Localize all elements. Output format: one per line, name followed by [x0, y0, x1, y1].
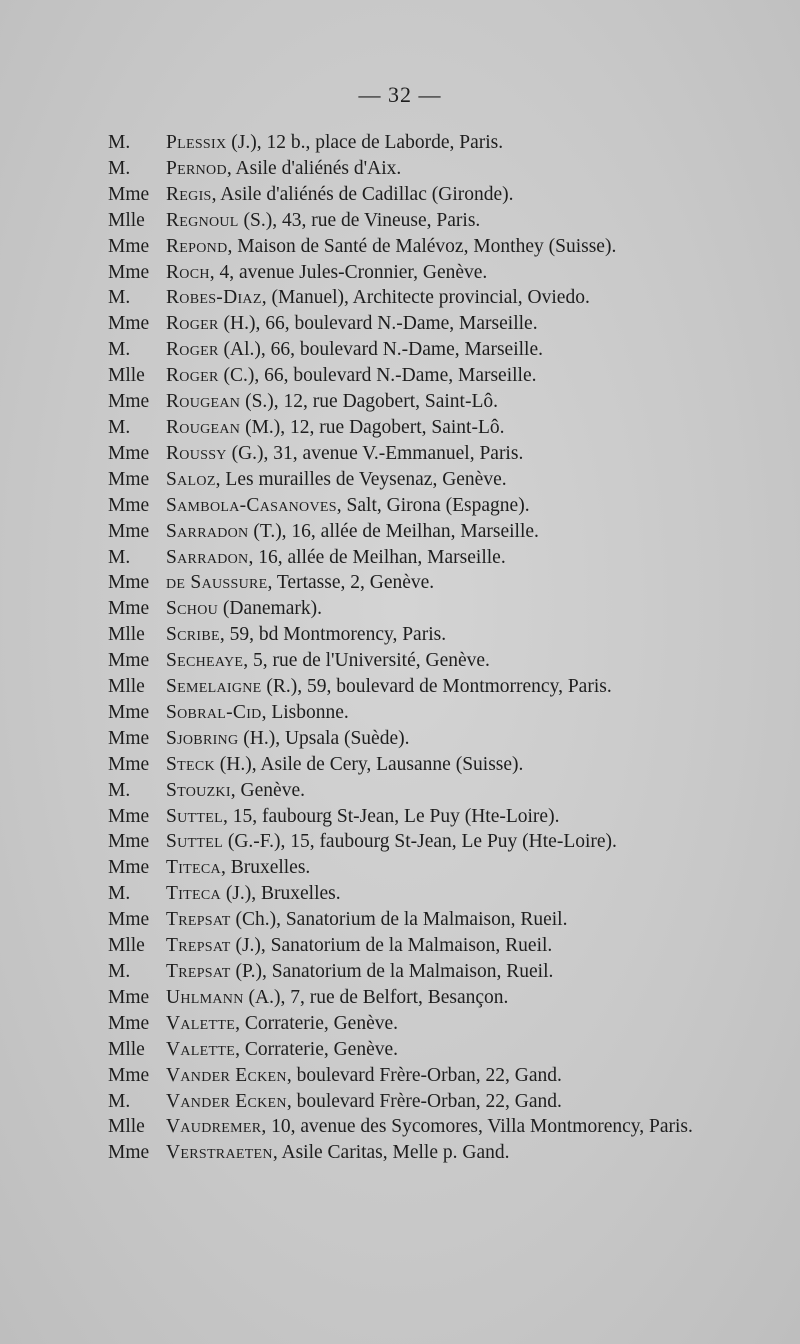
member-address: , (Manuel), Architecte provincial, Oviedo.: [261, 287, 590, 309]
page-number: — 32 —: [358, 82, 442, 107]
member-entry: [166, 985, 508, 1011]
member-address: , 5, rue de l'Université, Genève.: [243, 650, 490, 672]
list-item: [108, 285, 768, 311]
member-address: (J.), 12 b., place de Laborde, Paris.: [226, 132, 504, 153]
member-entry: [166, 441, 523, 467]
list-item: [108, 726, 768, 752]
member-title: Mme: [108, 701, 150, 723]
member-title: M.: [108, 883, 131, 905]
member-title: Mme: [108, 857, 150, 879]
member-title: Mme: [108, 650, 150, 672]
member-title: M.: [108, 779, 131, 801]
member-name: Semelaigne: [166, 676, 262, 698]
member-title: Mme: [108, 442, 150, 464]
member-entry: [166, 311, 538, 337]
member-entry: [166, 881, 341, 907]
member-name: Secheaye: [166, 650, 244, 672]
list-item: [108, 1063, 768, 1089]
member-address: (G.-F.), 15, faubourg St-Jean, Le Puy (Hte-Loire).: [222, 831, 617, 853]
list-item: [108, 1011, 768, 1037]
member-address: (G.), 31, avenue V.-Emmanuel, Paris.: [226, 442, 524, 464]
list-item: [108, 130, 768, 156]
member-name: Stouzki: [166, 779, 231, 801]
member-entry: [166, 1114, 693, 1140]
member-title: Mme: [108, 235, 150, 257]
member-entry: [166, 493, 530, 519]
member-address: (H.), Upsala (Suède).: [238, 727, 410, 749]
member-title: Mme: [108, 753, 150, 775]
member-title: Mlle: [108, 209, 145, 231]
member-name: Roch: [166, 261, 210, 283]
member-name: Valette: [166, 1038, 236, 1060]
member-title: Mme: [108, 183, 150, 205]
member-name: Verstraeten: [166, 1142, 273, 1164]
member-address: , boulevard Frère-Orban, 22, Gand.: [286, 1090, 562, 1112]
list-item: [108, 337, 768, 363]
member-name: de Saussure: [166, 572, 268, 594]
list-item: [108, 674, 768, 700]
member-entry: [166, 130, 503, 156]
member-entry: [166, 285, 590, 311]
member-entry: [166, 1011, 398, 1037]
member-entry: [166, 156, 401, 182]
member-entry: [166, 1089, 562, 1115]
member-title: M.: [108, 287, 131, 309]
member-entry: [166, 467, 507, 493]
member-address: (A.), 7, rue de Belfort, Besançon.: [243, 986, 509, 1008]
member-entry: [166, 700, 349, 726]
member-entry: [166, 415, 505, 441]
list-item: [108, 700, 768, 726]
list-item: [108, 1089, 768, 1115]
member-name: Sambola-Casanoves: [166, 494, 337, 516]
member-name: Regis: [166, 183, 212, 205]
member-name: Trepsat: [166, 961, 231, 982]
member-address: , boulevard Frère-Orban, 22, Gand.: [286, 1064, 562, 1086]
member-address: (H.), 66, boulevard N.-Dame, Marseille.: [218, 313, 538, 335]
member-title: Mlle: [108, 624, 145, 646]
list-item: [108, 493, 768, 519]
member-address: , 4, avenue Jules-Cronnier, Genève.: [209, 261, 488, 283]
member-title: M.: [108, 546, 131, 568]
member-name: Plessix: [166, 132, 227, 153]
member-name: Roger: [166, 313, 219, 335]
member-title: Mme: [108, 598, 150, 620]
member-entry: [166, 959, 553, 985]
member-entry: [166, 545, 506, 571]
member-title: Mme: [108, 572, 150, 594]
member-address: , Corraterie, Genève.: [235, 1038, 399, 1060]
list-item: [108, 804, 768, 830]
member-title: Mme: [108, 313, 150, 335]
list-item: [108, 1140, 768, 1166]
member-address: (J.), Bruxelles.: [220, 883, 341, 905]
member-name: Vander Ecken: [166, 1064, 287, 1086]
member-name: Titeca: [166, 857, 221, 879]
member-address: (Danemark).: [218, 598, 322, 620]
member-name: Trepsat: [166, 935, 231, 957]
member-title: Mme: [108, 909, 150, 931]
member-name: Repond: [166, 235, 228, 257]
list-item: [108, 1114, 768, 1140]
member-title: Mme: [108, 986, 150, 1008]
member-title: Mlle: [108, 935, 145, 957]
list-item: [108, 648, 768, 674]
member-name: Rougean: [166, 391, 241, 413]
member-title: Mme: [108, 805, 150, 827]
member-title: M.: [108, 1090, 131, 1112]
member-address: , Corraterie, Genève.: [235, 1012, 399, 1034]
member-address: , Bruxelles.: [220, 857, 311, 879]
member-title: Mme: [108, 261, 150, 283]
list-item: [108, 933, 768, 959]
member-name: Vaudremer: [166, 1116, 262, 1138]
member-address: , Les murailles de Veysenaz, Genève.: [215, 468, 507, 490]
member-address: (Al.), 66, boulevard N.-Dame, Marseille.: [218, 339, 543, 361]
member-name: Saloz: [166, 468, 216, 490]
member-entry: [166, 1037, 398, 1063]
member-address: (S.), 43, rue de Vineuse, Paris.: [238, 209, 481, 231]
member-name: Suttel: [166, 831, 223, 853]
member-title: Mme: [108, 468, 150, 490]
list-item: [108, 1037, 768, 1063]
list-item: [108, 985, 768, 1011]
member-entry: [166, 208, 480, 234]
member-name: Sobral-Cid: [166, 701, 262, 723]
member-address: , Tertasse, 2, Genève.: [267, 572, 435, 594]
member-address: , 16, allée de Meilhan, Marseille.: [248, 546, 506, 568]
member-name: Schou: [166, 598, 219, 620]
member-title: Mme: [108, 1142, 150, 1164]
list-item: [108, 441, 768, 467]
member-address: (J.), Sanatorium de la Malmaison, Rueil.: [230, 935, 553, 957]
list-item: [108, 959, 768, 985]
list-item: [108, 596, 768, 622]
member-name: Scribe: [166, 624, 220, 646]
member-address: (S.), 12, rue Dagobert, Saint-Lô.: [240, 391, 498, 413]
member-entry: [166, 1063, 562, 1089]
member-title: Mme: [108, 1012, 150, 1034]
member-name: Steck: [166, 753, 215, 775]
list-item: [108, 519, 768, 545]
list-item: [108, 156, 768, 182]
member-title: Mlle: [108, 1038, 145, 1060]
member-entry: [166, 337, 543, 363]
member-title: M.: [108, 339, 131, 361]
member-address: (C.), 66, boulevard N.-Dame, Marseille.: [218, 365, 537, 387]
list-item: [108, 311, 768, 337]
member-address: (M.), 12, rue Dagobert, Saint-Lô.: [240, 416, 505, 438]
member-list: [108, 130, 768, 1166]
member-address: , Lisbonne.: [261, 701, 349, 723]
list-item: [108, 881, 768, 907]
list-item: [108, 622, 768, 648]
member-name: Trepsat: [166, 909, 231, 931]
list-item: [108, 182, 768, 208]
member-entry: [166, 855, 310, 881]
list-item: [108, 467, 768, 493]
list-item: [108, 389, 768, 415]
member-entry: [166, 804, 559, 830]
member-entry: [166, 829, 617, 855]
member-name: Valette: [166, 1012, 236, 1034]
member-address: (P.), Sanatorium de la Malmaison, Rueil.: [230, 961, 554, 982]
member-name: Suttel: [166, 805, 223, 827]
member-name: Sarradon: [166, 546, 249, 568]
list-item: [108, 855, 768, 881]
member-title: Mlle: [108, 1116, 145, 1138]
member-title: Mme: [108, 831, 150, 853]
list-item: [108, 752, 768, 778]
member-address: (T.), 16, allée de Meilhan, Marseille.: [248, 520, 539, 542]
member-entry: [166, 596, 322, 622]
member-title: M.: [108, 961, 131, 982]
member-title: M.: [108, 132, 131, 153]
member-address: , 59, bd Montmorency, Paris.: [219, 624, 447, 646]
list-item: [108, 260, 768, 286]
member-name: Sarradon: [166, 520, 249, 542]
list-item: [108, 363, 768, 389]
member-title: Mme: [108, 727, 150, 749]
member-entry: [166, 363, 537, 389]
member-address: , Asile d'aliénés d'Aix.: [226, 157, 402, 179]
member-entry: [166, 674, 612, 700]
list-item: [108, 570, 768, 596]
member-address: , 10, avenue des Sycomores, Villa Montmorency, Paris.: [261, 1116, 693, 1138]
member-entry: [166, 519, 539, 545]
member-address: (H.), Asile de Cery, Lausanne (Suisse).: [214, 753, 524, 775]
member-address: (R.), 59, boulevard de Montmorrency, Paris.: [261, 676, 612, 698]
list-item: [108, 545, 768, 571]
member-entry: [166, 726, 410, 752]
member-title: Mme: [108, 391, 150, 413]
member-name: Roussy: [166, 442, 227, 464]
member-title: Mme: [108, 520, 150, 542]
member-address: , Genève.: [230, 779, 305, 801]
member-address: , Maison de Santé de Malévoz, Monthey (Suisse).: [227, 235, 617, 257]
member-name: Sjobring: [166, 727, 239, 749]
member-entry: [166, 648, 490, 674]
member-name: Roger: [166, 365, 219, 387]
member-name: Titeca: [166, 883, 221, 905]
member-entry: [166, 622, 446, 648]
member-name: Robes-Diaz: [166, 287, 262, 309]
list-item: [108, 415, 768, 441]
member-entry: [166, 752, 523, 778]
member-name: Regnoul: [166, 209, 239, 231]
member-address: , Asile Caritas, Melle p. Gand.: [272, 1142, 510, 1164]
member-entry: [166, 234, 616, 260]
member-entry: [166, 389, 498, 415]
member-address: (Ch.), Sanatorium de la Malmaison, Rueil.: [230, 909, 568, 931]
member-name: Roger: [166, 339, 219, 361]
member-entry: [166, 1140, 510, 1166]
member-name: Rougean: [166, 416, 241, 438]
member-entry: [166, 778, 305, 804]
member-entry: [166, 260, 487, 286]
list-item: [108, 208, 768, 234]
member-title: M.: [108, 157, 131, 179]
member-title: M.: [108, 416, 131, 438]
member-entry: [166, 182, 514, 208]
member-title: Mlle: [108, 676, 145, 698]
list-item: [108, 234, 768, 260]
member-address: , Salt, Girona (Espagne).: [336, 494, 530, 516]
list-item: [108, 778, 768, 804]
member-address: , 15, faubourg St-Jean, Le Puy (Hte-Loire).: [222, 805, 560, 827]
member-entry: [166, 933, 552, 959]
list-item: [108, 907, 768, 933]
list-item: [108, 829, 768, 855]
member-entry: [166, 907, 567, 933]
member-name: Uhlmann: [166, 986, 244, 1008]
member-title: Mlle: [108, 365, 145, 387]
member-address: , Asile d'aliénés de Cadillac (Gironde).: [211, 183, 514, 205]
member-title: Mme: [108, 494, 150, 516]
member-title: Mme: [108, 1064, 150, 1086]
member-entry: [166, 570, 434, 596]
member-name: Vander Ecken: [166, 1090, 287, 1112]
member-name: Pernod: [166, 157, 227, 179]
